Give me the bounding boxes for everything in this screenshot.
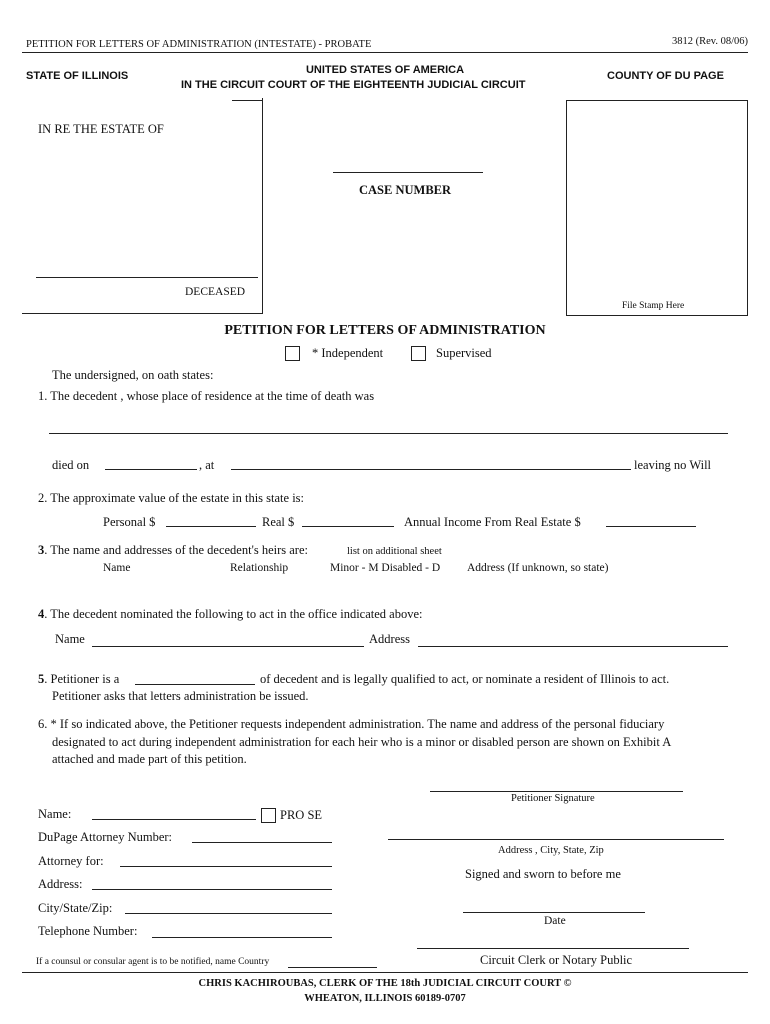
header-divider xyxy=(22,52,748,53)
estate-of-label: IN RE THE ESTATE OF xyxy=(38,122,164,136)
telephone-label: Telephone Number: xyxy=(38,924,138,938)
nominee-name-label: Name xyxy=(55,632,85,646)
attorney-address-line[interactable] xyxy=(92,889,332,890)
personal-value-line[interactable] xyxy=(166,526,256,527)
city-state-zip-line[interactable] xyxy=(125,913,332,914)
footer-address: WHEATON, ILLINOIS 60189-0707 xyxy=(304,993,466,1004)
petition-title: PETITION FOR LETTERS OF ADMINISTRATION xyxy=(224,323,546,338)
annual-income-line[interactable] xyxy=(606,526,696,527)
leaving-label: leaving no Will xyxy=(634,458,712,472)
item5-text-a: . Petitioner is a xyxy=(44,672,120,686)
heirs-col-name: Name xyxy=(103,562,131,574)
city-state-zip-label: City/State/Zip: xyxy=(38,901,113,915)
attorney-address-label: Address: xyxy=(38,877,83,891)
file-stamp-box xyxy=(566,100,748,316)
case-number-label: CASE NUMBER xyxy=(359,183,452,197)
nominee-address-label: Address xyxy=(369,632,410,646)
item6-text-b: designated to act during independent administration for each heir who is a minor or disabled person are shown on Exhibit A xyxy=(52,735,672,749)
date-label: Date xyxy=(544,915,566,927)
heirs-col-minor: Minor - M Disabled - D xyxy=(330,562,441,574)
telephone-line[interactable] xyxy=(152,937,332,938)
consul-note: If a counsul or consular agent is to be notified, name Country xyxy=(36,957,270,967)
real-label: Real $ xyxy=(262,515,295,529)
item4-number: 4 xyxy=(38,607,45,621)
residence-line[interactable] xyxy=(49,433,728,434)
case-number-line[interactable] xyxy=(333,172,483,173)
clerk-notary-line[interactable] xyxy=(417,948,689,949)
sworn-label: Signed and sworn to before me xyxy=(465,867,621,881)
supervised-label: Supervised xyxy=(436,346,492,360)
at-label: , at xyxy=(199,458,215,472)
item3-text: . The name and addresses of the decedent's heirs are: xyxy=(44,543,308,557)
petitioner-signature-label: Petitioner Signature xyxy=(511,793,595,804)
petitioner-relation-line[interactable] xyxy=(135,684,255,685)
dupage-number-label: DuPage Attorney Number: xyxy=(38,830,173,844)
footer-clerk: CHRIS KACHIROUBAS, CLERK OF THE 18th JUDICIAL CIRCUIT COURT © xyxy=(198,978,572,989)
independent-checkbox[interactable] xyxy=(285,346,300,361)
country-label: UNITED STATES OF AMERICA xyxy=(305,64,465,76)
heirs-col-address: Address (If unknown, so state) xyxy=(467,562,609,574)
nominee-name-line[interactable] xyxy=(92,646,364,647)
independent-label: * Independent xyxy=(312,346,384,360)
pro-se-label: PRO SE xyxy=(280,808,323,822)
died-on-label: died on xyxy=(52,458,90,472)
form-number: 3812 (Rev. 08/06) xyxy=(671,36,748,47)
place-of-death-line[interactable] xyxy=(231,469,631,470)
date-line[interactable] xyxy=(463,912,645,913)
petitioner-signature-line[interactable] xyxy=(430,791,683,792)
attorney-name-label: Name: xyxy=(38,807,72,821)
attorney-for-label: Attorney for: xyxy=(38,854,104,868)
file-stamp-label: File Stamp Here xyxy=(622,301,685,311)
footer-divider xyxy=(22,972,748,973)
court-label: IN THE CIRCUIT COURT OF THE EIGHTEENTH JUDICIAL CIRCUIT xyxy=(181,79,526,91)
item6-text-c: attached and made part of this petition. xyxy=(52,752,247,766)
item4-text: . The decedent nominated the following to act in the office indicated above: xyxy=(44,607,423,621)
consul-country-line[interactable] xyxy=(288,967,377,968)
state-label: STATE OF ILLINOIS xyxy=(26,70,129,82)
item3-number: 3 xyxy=(38,543,45,557)
date-of-death-line[interactable] xyxy=(105,469,197,470)
county-label: COUNTY OF DU PAGE xyxy=(607,70,724,82)
item6-text-a: 6. * If so indicated above, the Petitioner requests independent administration. The name and address of the personal fiduciary xyxy=(38,717,665,731)
supervised-checkbox[interactable] xyxy=(411,346,426,361)
item5-number: 5 xyxy=(38,672,45,686)
real-value-line[interactable] xyxy=(302,526,394,527)
item1-text: 1. The decedent , whose place of residence at the time of death was xyxy=(38,389,375,403)
annual-income-label: Annual Income From Real Estate $ xyxy=(404,515,581,529)
decedent-name-line[interactable] xyxy=(36,277,258,278)
nominee-address-line[interactable] xyxy=(418,646,728,647)
personal-label: Personal $ xyxy=(103,515,156,529)
pro-se-checkbox[interactable] xyxy=(261,808,276,823)
attorney-name-line[interactable] xyxy=(92,819,256,820)
clerk-notary-label: Circuit Clerk or Notary Public xyxy=(480,953,633,967)
attorney-for-line[interactable] xyxy=(120,866,332,867)
heirs-col-relationship: Relationship xyxy=(230,562,289,574)
item5-text-c: Petitioner asks that letters administration be issued. xyxy=(52,689,309,703)
item5-text-b: of decedent and is legally qualified to act, or nominate a resident of Illinois to act. xyxy=(260,672,670,686)
item2-text: 2. The approximate value of the estate in this state is: xyxy=(38,491,305,505)
deceased-label: DECEASED xyxy=(185,286,246,298)
petitioner-address-line[interactable] xyxy=(388,839,724,840)
caption-tick xyxy=(232,100,262,101)
petitioner-address-label: Address , City, State, Zip xyxy=(498,845,604,856)
item3-note: list on additional sheet xyxy=(347,546,442,557)
intro-text: The undersigned, on oath states: xyxy=(52,368,214,382)
form-title: PETITION FOR LETTERS OF ADMINISTRATION (INTESTATE) - PROBATE xyxy=(26,39,372,50)
dupage-number-line[interactable] xyxy=(192,842,332,843)
